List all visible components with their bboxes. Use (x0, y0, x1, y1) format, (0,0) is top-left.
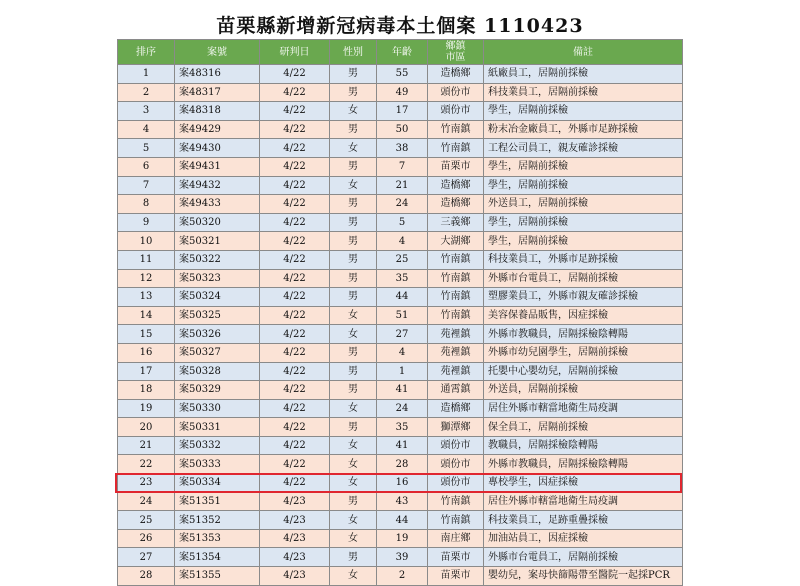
cell-age: 4 (377, 232, 428, 251)
cell-note: 外縣市教職員，居隔採檢陰轉陽 (484, 325, 683, 344)
cell-age: 28 (377, 455, 428, 474)
cell-town: 苗栗市 (428, 567, 484, 586)
cell-sex: 男 (330, 381, 377, 400)
cell-age: 55 (377, 65, 428, 84)
table-row (118, 325, 683, 344)
cell-sex: 男 (330, 269, 377, 288)
cell-seq: 26 (118, 529, 175, 548)
cell-age: 27 (377, 325, 428, 344)
cell-case: 案51354 (175, 548, 260, 567)
cell-age: 44 (377, 288, 428, 307)
cell-seq: 22 (118, 455, 175, 474)
cell-sex: 女 (330, 399, 377, 418)
cell-sex: 女 (330, 176, 377, 195)
cell-seq: 28 (118, 567, 175, 586)
cell-date: 4/23 (260, 492, 330, 511)
cell-case: 案50325 (175, 306, 260, 325)
cell-date: 4/22 (260, 65, 330, 84)
cell-age: 35 (377, 269, 428, 288)
header-age: 年齡 (377, 40, 428, 65)
cell-sex: 男 (330, 343, 377, 362)
cell-sex: 男 (330, 250, 377, 269)
cell-case: 案48318 (175, 102, 260, 121)
header-sex: 性別 (330, 40, 377, 65)
cell-case: 案50324 (175, 288, 260, 307)
cell-town: 苗栗市 (428, 157, 484, 176)
cell-note: 美容保養品販售，因症採檢 (484, 306, 683, 325)
cell-date: 4/22 (260, 418, 330, 437)
table-row (118, 213, 683, 232)
cell-date: 4/22 (260, 157, 330, 176)
cell-sex: 男 (330, 418, 377, 437)
cell-town: 頭份市 (428, 455, 484, 474)
table-row (118, 492, 683, 511)
cell-date: 4/23 (260, 567, 330, 586)
table-row (118, 511, 683, 530)
case-table (117, 39, 683, 586)
cell-age: 39 (377, 548, 428, 567)
cell-date: 4/22 (260, 83, 330, 102)
cell-age: 4 (377, 343, 428, 362)
table-row (118, 399, 683, 418)
cell-note: 學生，居隔前採檢 (484, 232, 683, 251)
cell-case: 案49430 (175, 139, 260, 158)
cell-seq: 25 (118, 511, 175, 530)
cell-age: 24 (377, 399, 428, 418)
cell-note: 居住外縣市轄當地衛生局疫調 (484, 399, 683, 418)
cell-sex: 男 (330, 362, 377, 381)
cell-note: 學生，居隔前採檢 (484, 213, 683, 232)
cell-sex: 男 (330, 65, 377, 84)
cell-age: 7 (377, 157, 428, 176)
cell-date: 4/22 (260, 381, 330, 400)
cell-date: 4/22 (260, 399, 330, 418)
cell-seq: 21 (118, 436, 175, 455)
table-row (118, 381, 683, 400)
cell-town: 苑裡鎮 (428, 343, 484, 362)
cell-town: 苗栗市 (428, 548, 484, 567)
cell-sex: 女 (330, 325, 377, 344)
cell-date: 4/22 (260, 269, 330, 288)
cell-case: 案51355 (175, 567, 260, 586)
cell-sex: 男 (330, 195, 377, 214)
cell-town: 獅潭鄉 (428, 418, 484, 437)
cell-sex: 男 (330, 213, 377, 232)
cell-case: 案50330 (175, 399, 260, 418)
cell-seq: 2 (118, 83, 175, 102)
cell-case: 案49429 (175, 120, 260, 139)
cell-note: 紙廠員工，居隔前採檢 (484, 65, 683, 84)
cell-note: 外縣市幼兒園學生，居隔前採檢 (484, 343, 683, 362)
table-row (118, 250, 683, 269)
cell-sex: 男 (330, 157, 377, 176)
cell-sex: 女 (330, 474, 377, 493)
cell-town: 通霄鎮 (428, 381, 484, 400)
cell-date: 4/22 (260, 213, 330, 232)
cell-sex: 女 (330, 139, 377, 158)
cell-seq: 6 (118, 157, 175, 176)
cell-note: 加油站員工，因症採檢 (484, 529, 683, 548)
cell-seq: 17 (118, 362, 175, 381)
cell-town: 造橋鄉 (428, 399, 484, 418)
cell-case: 案48316 (175, 65, 260, 84)
cell-seq: 19 (118, 399, 175, 418)
cell-note: 外縣市台電員工，居隔前採檢 (484, 548, 683, 567)
page-title: 苗栗縣新增新冠病毒本土個案 1110423 (216, 15, 584, 37)
cell-seq: 12 (118, 269, 175, 288)
cell-age: 41 (377, 436, 428, 455)
cell-note: 外縣市教職員，居隔採檢陰轉陽 (484, 455, 683, 474)
cell-seq: 14 (118, 306, 175, 325)
cell-town: 頭份市 (428, 436, 484, 455)
cell-town: 頭份市 (428, 474, 484, 493)
cell-date: 4/22 (260, 362, 330, 381)
cell-case: 案50320 (175, 213, 260, 232)
cell-age: 16 (377, 474, 428, 493)
cell-case: 案50326 (175, 325, 260, 344)
cell-town: 造橋鄉 (428, 195, 484, 214)
cell-note: 工程公司員工，親友確診採檢 (484, 139, 683, 158)
cell-date: 4/22 (260, 195, 330, 214)
cell-age: 21 (377, 176, 428, 195)
cell-town: 苑裡鎮 (428, 325, 484, 344)
cell-note: 外送員工，居隔前採檢 (484, 195, 683, 214)
header-note: 備註 (484, 40, 683, 65)
table-row (118, 120, 683, 139)
cell-age: 43 (377, 492, 428, 511)
cell-seq: 15 (118, 325, 175, 344)
cell-age: 19 (377, 529, 428, 548)
cell-town: 竹南鎮 (428, 139, 484, 158)
table-row (118, 102, 683, 121)
cell-case: 案49433 (175, 195, 260, 214)
cell-note: 教職員，居隔採檢陰轉陽 (484, 436, 683, 455)
cell-age: 35 (377, 418, 428, 437)
cell-town: 三義鄉 (428, 213, 484, 232)
cell-age: 5 (377, 213, 428, 232)
table-row (118, 269, 683, 288)
cell-note: 學生，居隔前採檢 (484, 157, 683, 176)
cell-age: 51 (377, 306, 428, 325)
cell-town: 南庄鄉 (428, 529, 484, 548)
cell-age: 49 (377, 83, 428, 102)
cell-town: 苑裡鎮 (428, 362, 484, 381)
cell-town: 竹南鎮 (428, 120, 484, 139)
cell-seq: 1 (118, 65, 175, 84)
cell-case: 案48317 (175, 83, 260, 102)
cell-note: 科技業員工，居隔前採檢 (484, 83, 683, 102)
cell-date: 4/22 (260, 436, 330, 455)
table-row (118, 65, 683, 84)
cell-note: 嬰幼兒，案母快篩陽帶至醫院一起採PCR (484, 567, 683, 586)
cell-sex: 女 (330, 436, 377, 455)
cell-date: 4/22 (260, 288, 330, 307)
cell-note: 居住外縣市轄當地衛生局疫調 (484, 492, 683, 511)
table-row (118, 343, 683, 362)
cell-case: 案51352 (175, 511, 260, 530)
cell-seq: 9 (118, 213, 175, 232)
cell-case: 案50322 (175, 250, 260, 269)
cell-note: 科技業員工，外縣市足跡採檢 (484, 250, 683, 269)
cell-town: 造橋鄉 (428, 65, 484, 84)
cell-seq: 11 (118, 250, 175, 269)
cell-date: 4/22 (260, 250, 330, 269)
table-row (118, 232, 683, 251)
cell-case: 案50323 (175, 269, 260, 288)
table-row (118, 567, 683, 586)
cell-seq: 10 (118, 232, 175, 251)
cell-age: 44 (377, 511, 428, 530)
cell-sex: 男 (330, 120, 377, 139)
table-row (118, 157, 683, 176)
cell-note: 塑膠業員工，外縣市親友確診採檢 (484, 288, 683, 307)
cell-date: 4/22 (260, 120, 330, 139)
cell-seq: 8 (118, 195, 175, 214)
cell-case: 案50331 (175, 418, 260, 437)
cell-town: 竹南鎮 (428, 306, 484, 325)
cell-case: 案50334 (175, 474, 260, 493)
cell-seq: 7 (118, 176, 175, 195)
cell-note: 保全員工，居隔前採檢 (484, 418, 683, 437)
table-row (118, 139, 683, 158)
table-row (118, 436, 683, 455)
cell-age: 24 (377, 195, 428, 214)
cell-sex: 男 (330, 232, 377, 251)
cell-date: 4/22 (260, 455, 330, 474)
cell-note: 學生，居隔前採檢 (484, 102, 683, 121)
cell-sex: 男 (330, 288, 377, 307)
header-case: 案號 (175, 40, 260, 65)
cell-case: 案50321 (175, 232, 260, 251)
cell-age: 17 (377, 102, 428, 121)
cell-seq: 5 (118, 139, 175, 158)
cell-town: 竹南鎮 (428, 511, 484, 530)
table-row (118, 306, 683, 325)
cell-note: 學生，居隔前採檢 (484, 176, 683, 195)
table-row (118, 176, 683, 195)
cell-case: 案49431 (175, 157, 260, 176)
table-row (118, 418, 683, 437)
cell-date: 4/22 (260, 306, 330, 325)
cell-age: 25 (377, 250, 428, 269)
cell-age: 2 (377, 567, 428, 586)
cell-note: 托嬰中心嬰幼兒，居隔前採檢 (484, 362, 683, 381)
cell-date: 4/23 (260, 511, 330, 530)
cell-date: 4/22 (260, 102, 330, 121)
cell-date: 4/22 (260, 176, 330, 195)
table-row (118, 195, 683, 214)
cell-sex: 女 (330, 455, 377, 474)
cell-seq: 27 (118, 548, 175, 567)
cell-age: 50 (377, 120, 428, 139)
cell-case: 案50328 (175, 362, 260, 381)
cell-sex: 女 (330, 567, 377, 586)
cell-sex: 女 (330, 529, 377, 548)
cell-date: 4/22 (260, 325, 330, 344)
table-header-row (118, 40, 683, 65)
cell-date: 4/22 (260, 343, 330, 362)
cell-note: 專校學生，因症採檢 (484, 474, 683, 493)
cell-note: 粉末冶金廠員工，外縣市足跡採檢 (484, 120, 683, 139)
cell-town: 造橋鄉 (428, 176, 484, 195)
cell-date: 4/23 (260, 529, 330, 548)
cell-town: 大湖鄉 (428, 232, 484, 251)
cell-note: 外縣市台電員工，居隔前採檢 (484, 269, 683, 288)
cell-town: 頭份市 (428, 83, 484, 102)
cell-date: 4/22 (260, 474, 330, 493)
cell-sex: 女 (330, 511, 377, 530)
cell-case: 案51351 (175, 492, 260, 511)
table-row (118, 455, 683, 474)
cell-seq: 23 (118, 474, 175, 493)
cell-town: 竹南鎮 (428, 269, 484, 288)
cell-note: 外送員，居隔前採檢 (484, 381, 683, 400)
header-town: 鄉鎮 市區 (428, 40, 484, 65)
cell-seq: 16 (118, 343, 175, 362)
table-row (118, 474, 683, 493)
cell-town: 頭份市 (428, 102, 484, 121)
cell-seq: 20 (118, 418, 175, 437)
cell-case: 案51353 (175, 529, 260, 548)
table-row (118, 529, 683, 548)
cell-seq: 24 (118, 492, 175, 511)
cell-case: 案50333 (175, 455, 260, 474)
cell-sex: 女 (330, 102, 377, 121)
cell-age: 41 (377, 381, 428, 400)
cell-case: 案50327 (175, 343, 260, 362)
cell-seq: 3 (118, 102, 175, 121)
cell-town: 竹南鎮 (428, 250, 484, 269)
cell-case: 案49432 (175, 176, 260, 195)
cell-sex: 男 (330, 548, 377, 567)
table-row (118, 548, 683, 567)
cell-sex: 女 (330, 306, 377, 325)
cell-seq: 18 (118, 381, 175, 400)
table-body (118, 65, 683, 586)
cell-sex: 男 (330, 83, 377, 102)
cell-town: 竹南鎮 (428, 288, 484, 307)
table-row (118, 362, 683, 381)
cell-case: 案50329 (175, 381, 260, 400)
cell-case: 案50332 (175, 436, 260, 455)
cell-age: 1 (377, 362, 428, 381)
cell-age: 38 (377, 139, 428, 158)
cell-seq: 13 (118, 288, 175, 307)
table-row (118, 288, 683, 307)
cell-sex: 男 (330, 492, 377, 511)
cell-seq: 4 (118, 120, 175, 139)
cell-date: 4/22 (260, 139, 330, 158)
cell-town: 竹南鎮 (428, 492, 484, 511)
cell-date: 4/22 (260, 232, 330, 251)
table-row (118, 83, 683, 102)
cell-date: 4/23 (260, 548, 330, 567)
header-seq: 排序 (118, 40, 175, 65)
cell-note: 科技業員工，足跡重疊採檢 (484, 511, 683, 530)
header-date: 研判日 (260, 40, 330, 65)
